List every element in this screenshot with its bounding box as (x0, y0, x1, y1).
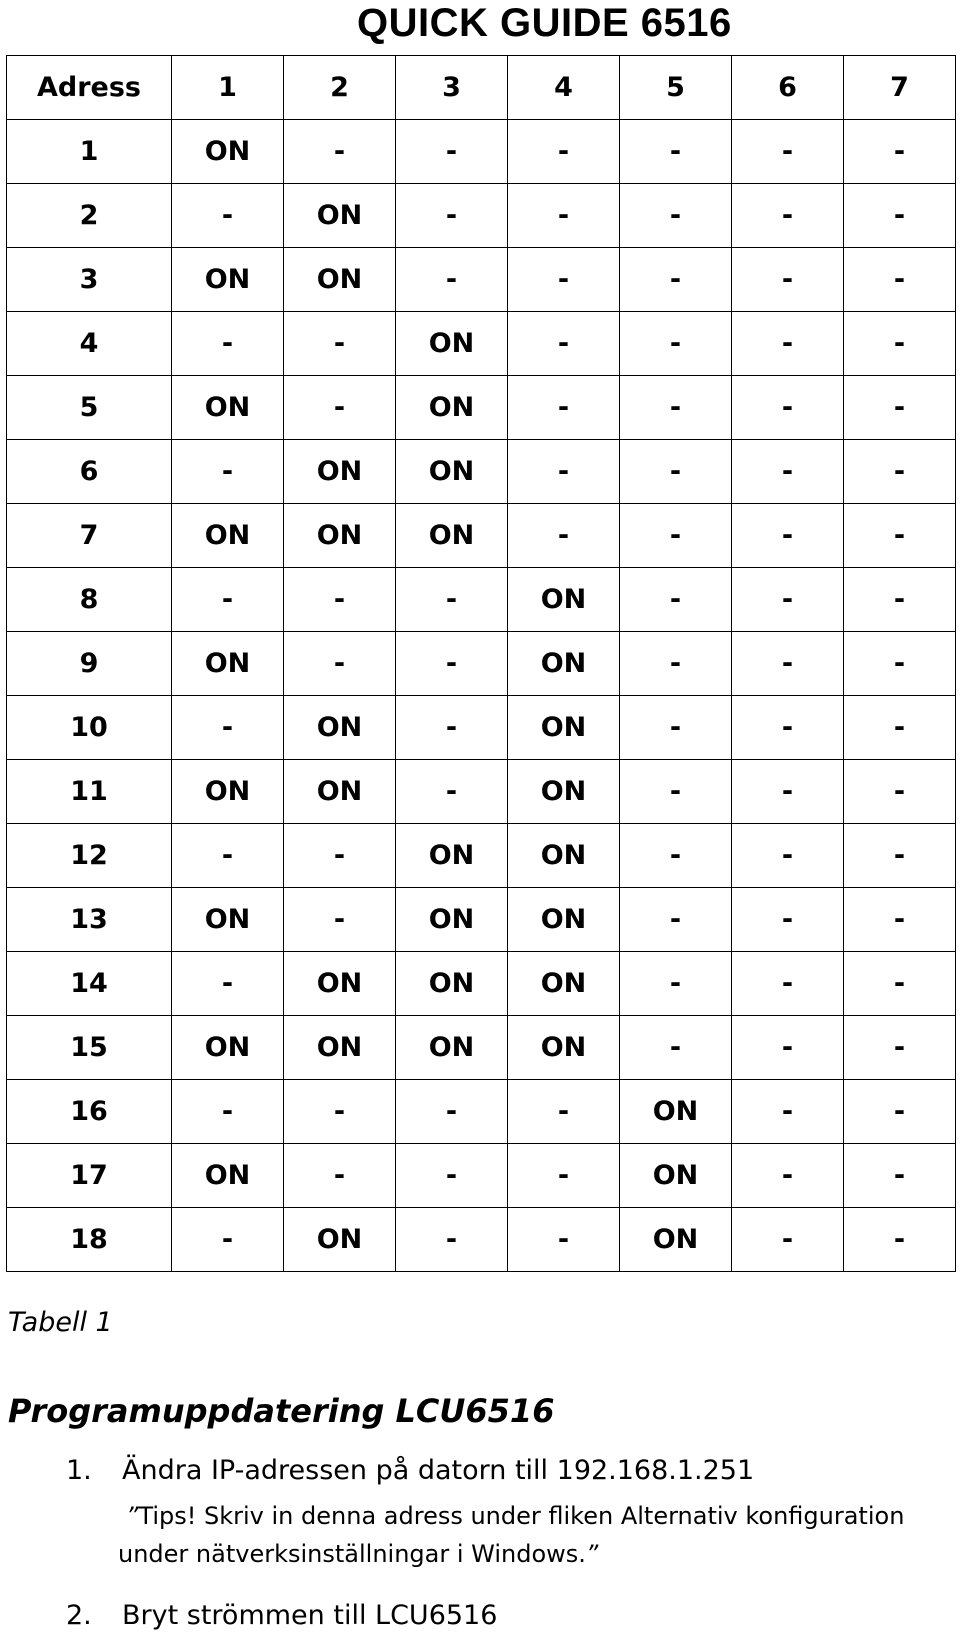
switch-cell: - (396, 184, 508, 248)
switch-cell: - (172, 1208, 284, 1272)
switch-cell: - (732, 952, 844, 1016)
switch-cell: ON (508, 1016, 620, 1080)
switch-cell: - (620, 184, 732, 248)
step-text: Bryt strömmen till LCU6516 (122, 1600, 498, 1631)
switch-cell: - (396, 248, 508, 312)
address-cell: 14 (7, 952, 172, 1016)
switch-cell: - (396, 696, 508, 760)
switch-cell: - (844, 1016, 956, 1080)
table-row (7, 248, 956, 312)
switch-cell: - (284, 376, 396, 440)
table-body (7, 120, 956, 1272)
switch-cell: - (284, 1080, 396, 1144)
switch-cell: - (620, 440, 732, 504)
switch-cell: ON (508, 568, 620, 632)
table-row (7, 1144, 956, 1208)
switch-cell: - (732, 248, 844, 312)
switch-cell: - (732, 376, 844, 440)
table-row (7, 376, 956, 440)
header-switch-6: 6 (732, 56, 844, 120)
step-number: 2. (66, 1600, 92, 1631)
address-cell: 16 (7, 1080, 172, 1144)
switch-cell: - (844, 1080, 956, 1144)
switch-cell: - (396, 760, 508, 824)
switch-cell: ON (620, 1208, 732, 1272)
switch-cell: ON (396, 952, 508, 1016)
table-row (7, 824, 956, 888)
switch-cell: - (508, 184, 620, 248)
switch-cell: - (284, 568, 396, 632)
header-switch-7: 7 (844, 56, 956, 120)
switch-cell: - (732, 888, 844, 952)
switch-cell: ON (172, 376, 284, 440)
switch-cell: - (172, 440, 284, 504)
address-cell: 10 (7, 696, 172, 760)
switch-cell: ON (396, 888, 508, 952)
switch-cell: - (844, 376, 956, 440)
table-row (7, 120, 956, 184)
switch-cell: - (620, 120, 732, 184)
page-title: QUICK GUIDE 6516 (357, 1, 732, 45)
switch-cell: ON (620, 1144, 732, 1208)
table-row (7, 184, 956, 248)
switch-cell: - (732, 1208, 844, 1272)
switch-cell: - (732, 632, 844, 696)
switch-cell: - (172, 312, 284, 376)
switch-cell: - (732, 504, 844, 568)
switch-cell: - (508, 1080, 620, 1144)
switch-cell: - (732, 824, 844, 888)
switch-cell: - (732, 120, 844, 184)
switch-cell: - (620, 888, 732, 952)
address-cell: 13 (7, 888, 172, 952)
switch-cell: - (844, 696, 956, 760)
switch-cell: - (508, 504, 620, 568)
switch-cell: - (620, 696, 732, 760)
header-switch-5: 5 (620, 56, 732, 120)
header-switch-3: 3 (396, 56, 508, 120)
switch-cell: - (620, 952, 732, 1016)
switch-cell: - (732, 1144, 844, 1208)
switch-cell: - (172, 696, 284, 760)
switch-cell: - (396, 1080, 508, 1144)
switch-cell: ON (396, 312, 508, 376)
header-address: Adress (7, 56, 172, 120)
switch-cell: - (620, 568, 732, 632)
address-cell: 3 (7, 248, 172, 312)
switch-cell: ON (172, 632, 284, 696)
switch-cell: - (732, 312, 844, 376)
switch-cell: ON (508, 824, 620, 888)
step-1 (66, 1454, 754, 1488)
switch-cell: ON (508, 760, 620, 824)
switch-cell: ON (284, 1208, 396, 1272)
address-cell: 17 (7, 1144, 172, 1208)
switch-cell: - (508, 312, 620, 376)
switch-cell: ON (508, 952, 620, 1016)
switch-cell: ON (284, 248, 396, 312)
address-cell: 9 (7, 632, 172, 696)
switch-cell: - (844, 120, 956, 184)
table-caption: Tabell 1 (8, 1307, 113, 1338)
switch-cell: ON (396, 376, 508, 440)
address-cell: 6 (7, 440, 172, 504)
switch-cell: ON (172, 888, 284, 952)
header-switch-4: 4 (508, 56, 620, 120)
step-number: 1. (66, 1455, 92, 1486)
table-row (7, 696, 956, 760)
switch-cell: - (508, 248, 620, 312)
switch-cell: - (844, 760, 956, 824)
table-row (7, 568, 956, 632)
switch-cell: - (844, 504, 956, 568)
switch-cell: - (620, 248, 732, 312)
switch-cell: - (732, 184, 844, 248)
address-cell: 2 (7, 184, 172, 248)
switch-cell: - (620, 824, 732, 888)
address-table (6, 55, 956, 1272)
switch-cell: - (620, 376, 732, 440)
switch-cell: ON (620, 1080, 732, 1144)
switch-cell: ON (172, 1016, 284, 1080)
address-cell: 18 (7, 1208, 172, 1272)
switch-cell: - (620, 760, 732, 824)
table-row (7, 952, 956, 1016)
table-header-row (7, 56, 956, 120)
switch-cell: - (284, 312, 396, 376)
switch-cell: ON (396, 824, 508, 888)
switch-cell: - (172, 1080, 284, 1144)
switch-cell: - (396, 568, 508, 632)
switch-cell: - (732, 568, 844, 632)
switch-cell: ON (396, 1016, 508, 1080)
switch-cell: - (508, 376, 620, 440)
switch-cell: - (284, 632, 396, 696)
table-row (7, 504, 956, 568)
switch-cell: ON (284, 440, 396, 504)
switch-cell: ON (284, 1016, 396, 1080)
step-text: Ändra IP-adressen på datorn till 192.168.1.251 (122, 1455, 755, 1486)
switch-cell: - (620, 632, 732, 696)
switch-cell: - (172, 824, 284, 888)
switch-cell: - (284, 120, 396, 184)
switch-cell: - (620, 504, 732, 568)
table-row (7, 1080, 956, 1144)
tip-line-2 (118, 1535, 926, 1573)
switch-cell: - (396, 1144, 508, 1208)
tip-text-2: under nätverksinställningar i Windows. (118, 1540, 586, 1568)
switch-cell: ON (396, 504, 508, 568)
switch-cell: ON (508, 632, 620, 696)
switch-cell: - (508, 440, 620, 504)
switch-cell: ON (284, 184, 396, 248)
switch-cell: ON (172, 760, 284, 824)
tip-open-quote: ” (126, 1502, 139, 1530)
switch-cell: ON (508, 888, 620, 952)
switch-cell: ON (172, 120, 284, 184)
switch-cell: ON (284, 504, 396, 568)
switch-cell: - (396, 632, 508, 696)
switch-cell: ON (172, 248, 284, 312)
address-cell: 12 (7, 824, 172, 888)
table-row (7, 312, 956, 376)
switch-cell: - (508, 1144, 620, 1208)
switch-cell: ON (284, 952, 396, 1016)
switch-cell: - (396, 1208, 508, 1272)
tip-line-1 (126, 1497, 926, 1535)
address-cell: 11 (7, 760, 172, 824)
switch-cell: ON (284, 760, 396, 824)
switch-cell: - (172, 184, 284, 248)
switch-cell: - (844, 632, 956, 696)
switch-cell: - (844, 248, 956, 312)
tip-note (118, 1497, 926, 1573)
switch-cell: - (844, 184, 956, 248)
switch-cell: - (620, 312, 732, 376)
switch-cell: - (844, 824, 956, 888)
address-cell: 1 (7, 120, 172, 184)
switch-cell: ON (172, 504, 284, 568)
switch-cell: - (284, 1144, 396, 1208)
switch-cell: - (396, 120, 508, 184)
address-cell: 8 (7, 568, 172, 632)
tip-text-1: Tips! Skriv in denna adress under fliken Alternativ konfiguration (138, 1502, 905, 1530)
table-row (7, 440, 956, 504)
switch-cell: ON (396, 440, 508, 504)
switch-cell: - (844, 440, 956, 504)
section-heading: Programuppdatering LCU6516 (8, 1392, 555, 1430)
switch-cell: - (508, 1208, 620, 1272)
address-cell: 4 (7, 312, 172, 376)
switch-cell: - (172, 568, 284, 632)
switch-cell: - (844, 1208, 956, 1272)
header-switch-1: 1 (172, 56, 284, 120)
switch-cell: - (844, 888, 956, 952)
table-row (7, 760, 956, 824)
switch-cell: - (732, 696, 844, 760)
table-row (7, 1016, 956, 1080)
switch-cell: - (284, 824, 396, 888)
switch-cell: ON (172, 1144, 284, 1208)
table-row (7, 888, 956, 952)
tip-close-quote: ” (585, 1540, 599, 1568)
switch-cell: - (844, 1144, 956, 1208)
switch-cell: - (284, 888, 396, 952)
switch-cell: - (732, 440, 844, 504)
switch-cell: ON (284, 696, 396, 760)
switch-cell: - (172, 952, 284, 1016)
table-row (7, 632, 956, 696)
table-row (7, 1208, 956, 1272)
switch-cell: - (844, 312, 956, 376)
switch-cell: - (732, 760, 844, 824)
switch-cell: ON (508, 696, 620, 760)
switch-cell: - (508, 120, 620, 184)
switch-cell: - (732, 1016, 844, 1080)
switch-cell: - (844, 952, 956, 1016)
switch-cell: - (732, 1080, 844, 1144)
address-cell: 5 (7, 376, 172, 440)
switch-cell: - (844, 568, 956, 632)
step-2 (66, 1599, 497, 1633)
address-cell: 7 (7, 504, 172, 568)
header-switch-2: 2 (284, 56, 396, 120)
switch-cell: - (620, 1016, 732, 1080)
address-cell: 15 (7, 1016, 172, 1080)
